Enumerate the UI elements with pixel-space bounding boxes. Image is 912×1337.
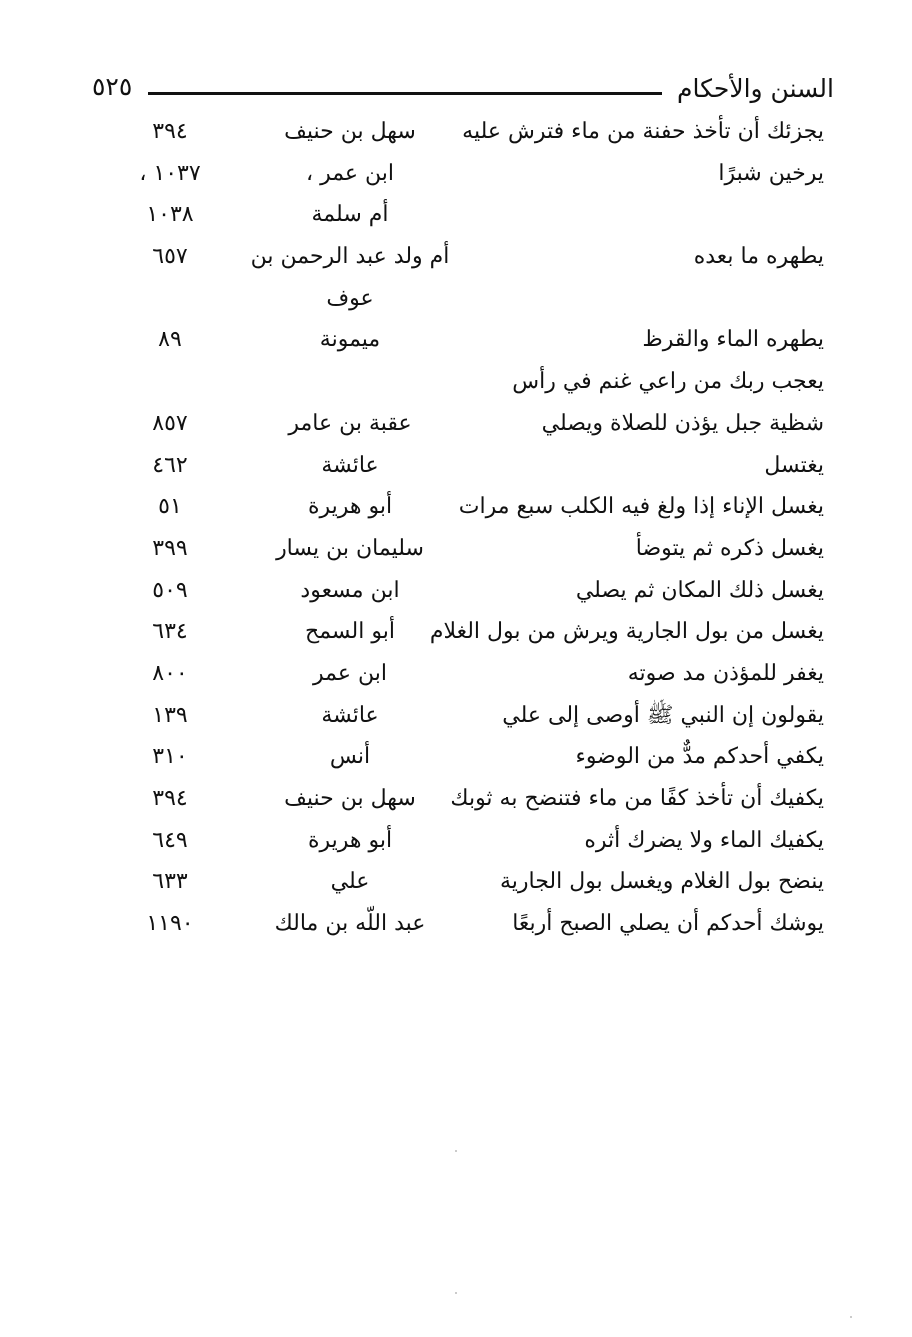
hadith-number: ٣٩٩ [152,535,188,561]
index-row [0,320,912,362]
hadith-number: ١١٩٠ [146,911,194,937]
index-row [0,446,912,488]
hadith-number: ٨٥٧ [152,410,188,436]
hadith-text: يطهره الماء والقرظ [642,327,824,353]
narrator-name: أم سلمة [311,202,389,228]
hadith-text: يغسل الإناء إذا ولغ فيه الكلب سبع مرات [458,494,824,520]
narrator-name: أبو السمح [305,619,395,645]
hadith-text: يكفيك أن تأخذ كفًا من ماء فتنضح به ثوبك [450,786,824,811]
narrator-name: عبد اللّه بن مالك [274,911,426,937]
hadith-text: يغسل ذلك المكان ثم يصلي [575,577,824,603]
index-row [0,737,912,779]
index-row [0,362,912,404]
hadith-text: يقولون إن النبي ﷺ أوصى إلى علي [502,702,824,728]
narrator-name: عوف [326,285,374,311]
hadith-text: يغسل من بول الجارية ويرش من بول الغلام [429,619,824,645]
narrator-name: أبو هريرة [307,827,393,853]
hadith-number: ١٣٩ [152,702,188,728]
hadith-text: شظية جبل يؤذن للصلاة ويصلي [541,410,824,436]
narrator-name: عائشة [321,452,379,478]
hadith-number: ٦٣٤ [152,619,188,645]
narrator-name: سهل بن حنيف [284,786,416,811]
narrator-name: أم ولد عبد الرحمن بن [250,244,450,270]
index-row [0,821,912,863]
hadith-number: ٥١ [158,494,182,520]
hadith-text: ينضح بول الغلام ويغسل بول الجارية [499,869,824,895]
index-row [0,154,912,196]
hadith-text: يعجب ربك من راعي غنم في رأس [512,369,824,395]
narrator-name: عقبة بن عامر [288,410,412,436]
hadith-number: ١٠٣٧ ، [139,160,201,186]
index-row [0,862,912,904]
running-title: السنن والأحكام [676,74,834,103]
hadith-text: يوشك أحدكم أن يصلي الصبح أربعًا [512,911,824,937]
hadith-number: ٥٠٩ [152,577,188,603]
narrator-name: أبو هريرة [307,494,393,520]
hadith-number: ١٠٣٨ [146,202,194,228]
hadith-number: ٦٤٩ [152,827,188,853]
narrator-name: سليمان بن يسار [276,535,424,561]
hadith-number: ٨٩ [158,327,182,353]
hadith-number: ٦٥٧ [152,244,188,270]
page-number: ٥٢٥ [92,72,133,101]
index-row [0,279,912,321]
hadith-number: ٦٣٣ [152,869,188,895]
index-row [0,571,912,613]
hadith-text: يغسل ذكره ثم يتوضأ [635,535,824,561]
narrator-name: عائشة [321,702,379,728]
hadith-text: يغفر للمؤذن مد صوته [627,660,824,686]
hadith-number: ٣١٠ [152,744,188,770]
narrator-name: ابن مسعود [300,577,400,603]
narrator-name: أنس [329,744,371,770]
hadith-number: ٣٩٤ [152,786,188,811]
narrator-name: علي [330,869,370,895]
page-header [92,70,834,114]
narrator-name: سهل بن حنيف [284,119,416,144]
hadith-text: يجزئك أن تأخذ حفنة من ماء فترش عليه [462,119,824,144]
hadith-number: ٨٠٠ [152,660,188,686]
hadith-text: يغتسل [764,452,824,478]
hadith-text: يكفي أحدكم مدٌّ من الوضوء [575,744,824,770]
hadith-text: يرخين شبرًا [718,160,824,186]
scan-speck [850,1316,852,1318]
header-rule [148,92,662,95]
hadith-number: ٤٦٢ [152,452,188,478]
index-row [0,612,912,654]
narrator-name: ابن عمر [313,660,387,686]
index-row [0,195,912,237]
hadith-text: يكفيك الماء ولا يضرك أثره [584,827,824,853]
index-row [0,112,912,154]
scan-speck [455,1150,457,1152]
narrator-name: ميمونة [319,327,381,353]
index-row [0,696,912,738]
index-row [0,237,912,279]
index-row [0,779,912,821]
index-row [0,404,912,446]
hadith-text: يطهره ما بعده [693,244,824,270]
narrator-name: ابن عمر ، [305,160,395,186]
scan-speck [455,1292,457,1294]
index-row [0,904,912,946]
hadith-index [0,112,912,946]
index-row [0,529,912,571]
hadith-number: ٣٩٤ [152,119,188,144]
index-row [0,487,912,529]
index-row [0,654,912,696]
